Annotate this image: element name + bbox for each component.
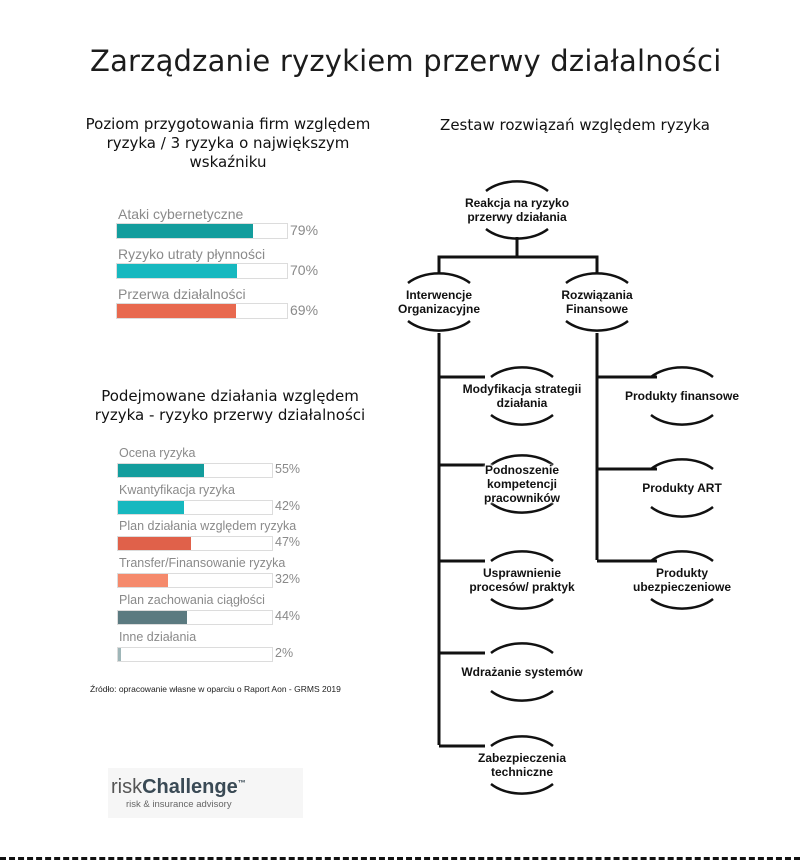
root-node-label: Reakcja na ryzyko przerwy działania [464, 196, 570, 224]
leaf-node-top-arc [651, 367, 713, 377]
bar-label: Ataki cybernetyczne [118, 206, 244, 222]
logo-trademark: ™ [237, 778, 246, 788]
leaf-node-bottom-arc [491, 599, 553, 609]
leaf-node-label: Usprawnienie procesów/ praktyk [469, 566, 575, 594]
leaf-node-bottom-arc [491, 784, 553, 794]
leaf-node-label: Wdrażanie systemów [461, 665, 583, 679]
bar-label: Inne działania [119, 629, 197, 644]
bar-value-label: 79% [290, 222, 319, 238]
leaf-node-bottom-arc [651, 599, 713, 609]
leaf-node-label: Produkty ubezpieczeniowe [632, 566, 732, 594]
preparedness-chart-title: Poziom przygotowania firm względem ryzyka / 3 ryzyka o największym wskaźniku [85, 115, 371, 171]
branch-node-bottom-arc [408, 321, 470, 331]
bar-value-label: 55% [275, 462, 301, 476]
bar-value-label: 42% [275, 498, 301, 513]
branch-node-top-arc [566, 273, 628, 283]
bar-label: Przerwa działalności [118, 286, 246, 302]
leaf-node-label: Zabezpieczenia techniczne [477, 751, 567, 779]
leaf-node-label: Produkty ART [642, 481, 722, 495]
tree-title: Zestaw rozwiązań względem ryzyka [440, 116, 710, 134]
leaf-node-label: Modyfikacja strategii działania [462, 382, 582, 410]
leaf-node-top-arc [491, 367, 553, 377]
leaf-node-top-arc [651, 459, 713, 469]
bar-label: Ryzyko utraty płynności [118, 246, 266, 262]
leaf-node-top-arc [491, 643, 553, 653]
bar-value-label: 32% [275, 572, 301, 587]
bar-label: Plan zachowania ciągłości [119, 592, 265, 607]
bottom-dashed-divider [0, 857, 800, 860]
bar-label: Plan działania względem ryzyka [119, 519, 297, 534]
bar-value-label: 69% [290, 302, 319, 318]
bar-label: Transfer/Finansowanie ryzyka [119, 556, 286, 571]
leaf-node-top-arc [651, 551, 713, 561]
leaf-node-bottom-arc [491, 415, 553, 425]
leaf-node-top-arc [491, 551, 553, 561]
branch-node-label: Interwencje Organizacyjne [397, 288, 481, 316]
leaf-node-label: Produkty finansowe [624, 389, 740, 403]
logo-name-challenge: Challenge [142, 776, 238, 798]
leaf-node-label: Podnoszenie kompetencji pracowników [483, 463, 561, 505]
leaf-node-bottom-arc [651, 415, 713, 425]
leaf-node-bottom-arc [651, 507, 713, 517]
logo-name-risk: risk [111, 776, 143, 798]
bar-label: Kwantyfikacja ryzyka [119, 482, 236, 497]
source-note: Źródło: opracowanie własne w oparciu o Raport Aon - GRMS 2019 [90, 684, 341, 694]
branch-node-top-arc [408, 273, 470, 283]
bar-value-label: 47% [275, 535, 301, 550]
bar-label: Ocena ryzyka [119, 446, 196, 460]
leaf-node-bottom-arc [491, 691, 553, 701]
bar-value-label: 2% [275, 645, 294, 660]
branch-node-bottom-arc [566, 321, 628, 331]
page-title: Zarządzanie ryzykiem przerwy działalności [90, 44, 722, 78]
root-node-top-arc [486, 181, 548, 191]
logo-tagline: risk & insurance advisory [126, 799, 232, 810]
actions-chart-title: Podejmowane działania względem ryzyka - ryzyko przerwy działalności [94, 387, 366, 424]
leaf-node-top-arc [491, 736, 553, 746]
bar-value-label: 70% [290, 262, 319, 278]
bar-value-label: 44% [275, 608, 301, 623]
branch-node-label: Rozwiązania Finansowe [561, 288, 633, 316]
